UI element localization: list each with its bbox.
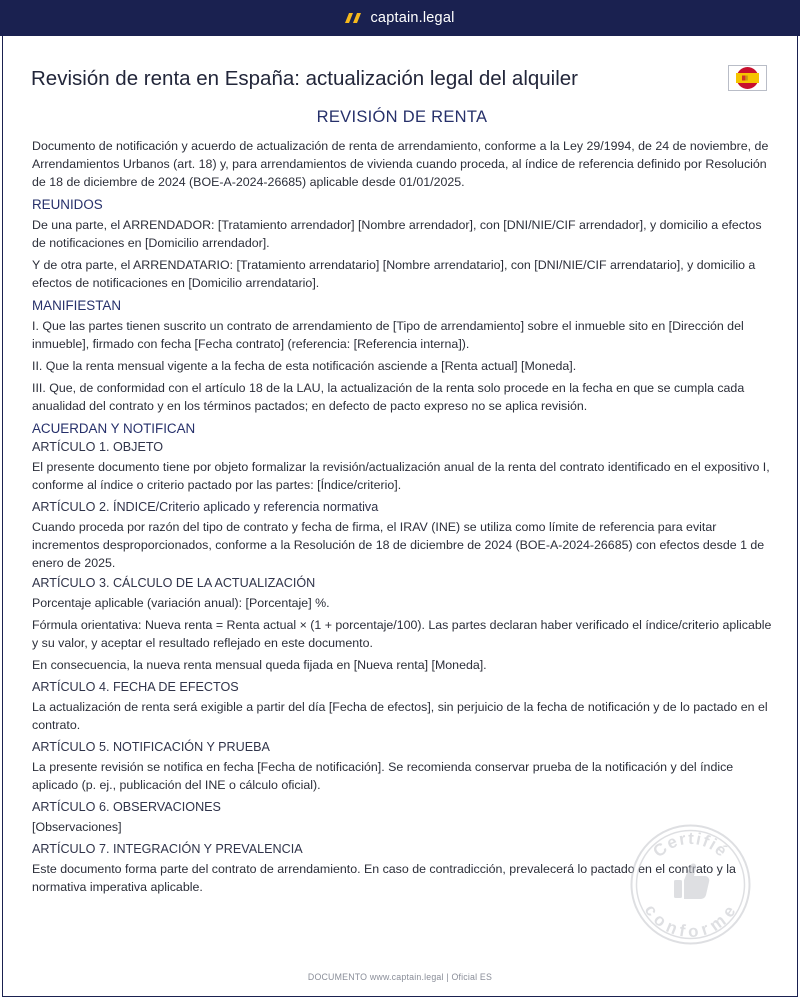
article-2-title: ARTÍCULO 2. ÍNDICE/Criterio aplicado y referencia normativa <box>32 500 379 514</box>
certifie-conforme-stamp <box>628 822 753 947</box>
article-2-text: Cuando proceda por razón del tipo de contrato y fecha de firma, el IRAV (INE) se utiliza como límite de referencia para evitar incrementos desproporcionados, conforme a la Resolución de 18 de diciembre de 2024 (BOE-A-2024-26685) con efectos desde 1 de enero de 2025. <box>32 520 765 570</box>
stamp-top-text: Certifié <box>649 828 732 862</box>
article-5-title: ARTÍCULO 5. NOTIFICACIÓN Y PRUEBA <box>32 740 270 754</box>
article-7-title: ARTÍCULO 7. INTEGRACIÓN Y PREVALENCIA <box>32 842 303 856</box>
article-6-title: ARTÍCULO 6. OBSERVACIONES <box>32 800 221 814</box>
article-6-text: [Observaciones] <box>32 820 122 834</box>
brand[interactable] <box>345 10 454 26</box>
page-title: Revisión de renta en España: actualización legal del alquiler <box>31 67 579 90</box>
article-3-text-3: En consecuencia, la nueva renta mensual queda fijada en [Nueva renta] [Moneda]. <box>32 658 487 672</box>
brand-name: captain.legal <box>370 10 455 26</box>
footer-text: DOCUMENTO www.captain.legal | Oficial ES <box>307 972 493 982</box>
article-3-text-2: Fórmula orientativa: Nueva renta = Renta actual × (1 + porcentaje/100). Las partes declaran haber verificado el índice/criterio aplicable y su valor, y aceptar el resultado reflejado en este documento. <box>32 618 772 650</box>
section-manifiestan: MANIFIESTAN <box>32 298 122 313</box>
section-acuerdan: ACUERDAN Y NOTIFICAN <box>32 421 196 436</box>
document-heading: REVISIÓN DE RENTA <box>316 108 488 126</box>
article-1-text: El presente documento tiene por objeto formalizar la revisión/actualización anual de la renta del contrato identificado en el expositivo I, conforme al índice o criterio pactado por las partes: [Índice/criterio]. <box>32 460 770 492</box>
svg-text:conforme <box>641 901 741 941</box>
stamp-bottom-text: conforme <box>640 901 741 942</box>
article-3-title: ARTÍCULO 3. CÁLCULO DE LA ACTUALIZACIÓN <box>32 576 316 590</box>
intro-paragraph: Documento de notificación y acuerdo de actualización de renta de arrendamiento, conforme a la Ley 29/1994, de 24 de noviembre, de Arrendamientos Urbanos (art. 18) y, para arrendamientos de vivienda cuando proceda, al índice de referencia definido por Resolución de 18 de diciembre de 2024 (BOE-A-2024-26685) aplicable desde 01/01/2025. <box>32 139 769 189</box>
document-body <box>32 108 772 896</box>
captain-logo-icon <box>345 12 362 24</box>
thumbs-up-icon <box>674 864 709 899</box>
manifiestan-i: I. Que las partes tienen suscrito un contrato de arrendamiento de [Tipo de arrendamiento] sobre el inmueble sito en [Dirección del inmueble], firmado con fecha [Fecha contrato] (referencia: [Referencia interna]). <box>32 319 744 351</box>
article-5-text: La presente revisión se notifica en fecha [Fecha de notificación]. Se recomienda conservar prueba de la notificación y del índice aplicado (p. ej., publicación del INE o cálculo oficial). <box>32 760 734 792</box>
article-4-title: ARTÍCULO 4. FECHA DE EFECTOS <box>32 680 239 694</box>
section-reunidos: REUNIDOS <box>32 197 103 212</box>
reunidos-arrendatario: Y de otra parte, el ARRENDATARIO: [Tratamiento arrendatario] [Nombre arrendatario], con [DNI/NIE/CIF arrendatario], y domicilio a efectos de notificaciones en [Domicilio arrendatario]. <box>32 258 756 290</box>
top-bar <box>0 0 800 36</box>
reunidos-arrendador: De una parte, el ARRENDADOR: [Tratamiento arrendador] [Nombre arrendador], con [DNI/NIE/CIF arrendador], y domicilio a efectos de notificaciones en [Domicilio arrendador]. <box>32 218 762 250</box>
article-4-text: La actualización de renta será exigible a partir del día [Fecha de efectos], sin perjuicio de la fecha de notificación y de lo pactado en el contrato. <box>32 700 768 732</box>
article-3-text-1: Porcentaje aplicable (variación anual): [Porcentaje] %. <box>32 596 330 610</box>
article-1-title: ARTÍCULO 1. OBJETO <box>32 440 164 454</box>
manifiestan-iii: III. Que, de conformidad con el artículo 18 de la LAU, la actualización de la renta solo procede en la fecha en que se cumpla cada anualidad del contrato y en los términos pactados; en defecto de pacto expreso no se aplica revisión. <box>32 381 745 413</box>
manifiestan-ii: II. Que la renta mensual vigente a la fecha de esta notificación asciende a [Renta actual] [Moneda]. <box>32 359 577 373</box>
spain-flag-icon <box>728 65 767 91</box>
article-7-text: Este documento forma parte del contrato de arrendamiento. En caso de contradicción, prevalecerá lo pactado en el contrato y la normativa imperativa aplicable. <box>32 862 736 894</box>
